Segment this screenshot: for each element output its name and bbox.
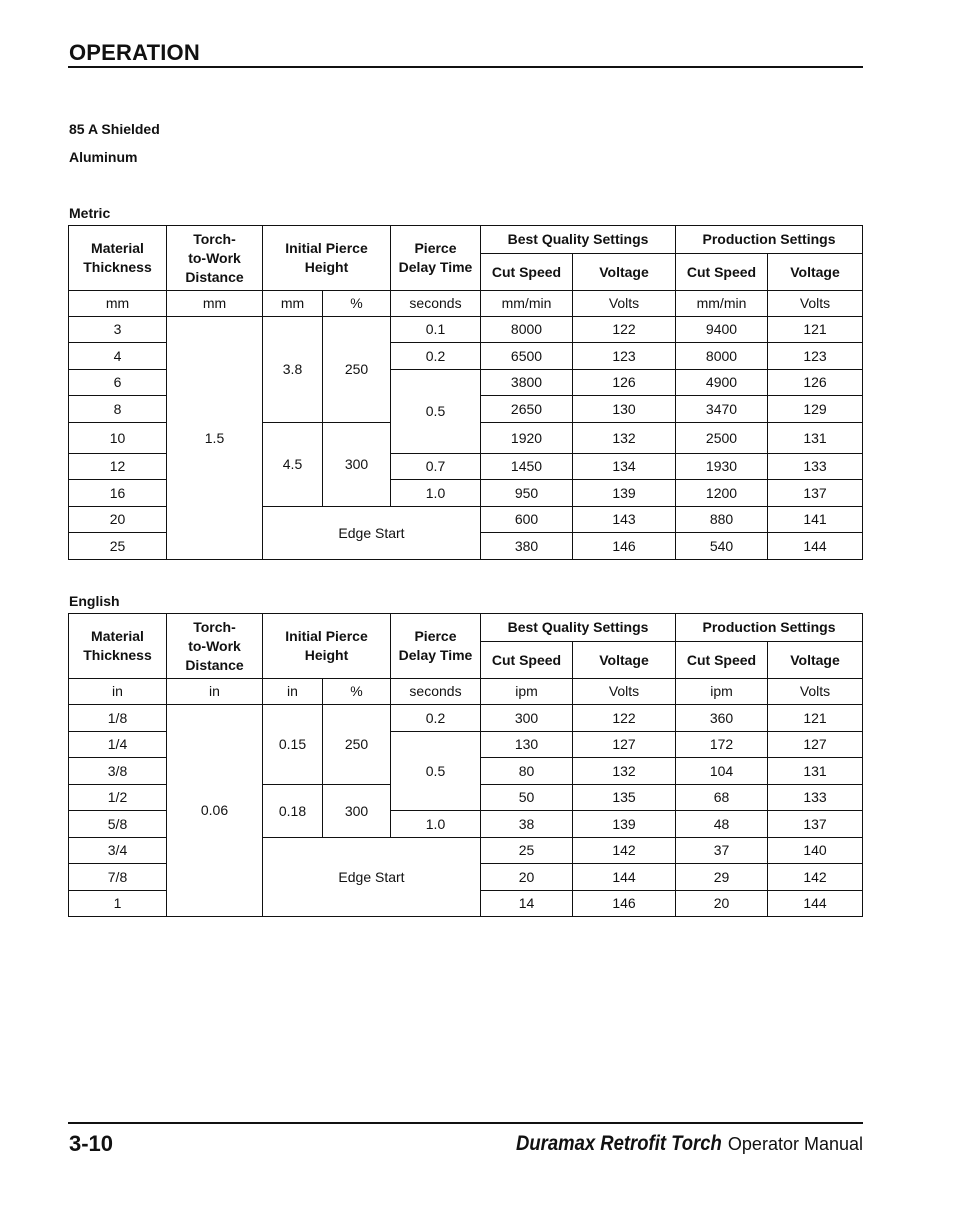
unit-cell: Volts — [768, 291, 863, 317]
thickness-cell: 3/8 — [69, 758, 167, 785]
unit-cell: seconds — [391, 291, 481, 317]
best-voltage-cell: 134 — [573, 454, 676, 480]
thickness-cell: 8 — [69, 396, 167, 423]
english-label: English — [69, 593, 120, 609]
torch-to-work-header — [167, 226, 263, 291]
torch-header-line-1: Torch- — [193, 230, 236, 247]
best-voltage-cell: 144 — [573, 864, 676, 891]
best-voltage-cell: 132 — [573, 423, 676, 454]
prod-voltage-cell: 126 — [768, 370, 863, 396]
best-voltage-cell: 123 — [573, 343, 676, 370]
unit-cell: mm — [167, 291, 263, 317]
prod-voltage-header: Voltage — [768, 642, 863, 679]
prod-speed-cell: 8000 — [676, 343, 768, 370]
best-voltage-cell: 127 — [573, 732, 676, 758]
torch-header-line-2: to-Work — [188, 637, 241, 654]
prod-cut-speed-header: Cut Speed — [676, 254, 768, 291]
pierce-height-cell: 4.5 — [263, 423, 323, 507]
torch-distance-cell: 0.06 — [167, 705, 263, 917]
prod-speed-cell: 360 — [676, 705, 768, 732]
prod-voltage-cell: 133 — [768, 785, 863, 811]
best-voltage-cell: 146 — [573, 533, 676, 560]
best-voltage-cell: 142 — [573, 838, 676, 864]
pierce-percent-cell: 250 — [323, 705, 391, 785]
torch-header-line-3: Distance — [185, 268, 244, 285]
thickness-cell: 1/2 — [69, 785, 167, 811]
unit-cell: in — [69, 679, 167, 705]
prod-speed-cell: 880 — [676, 507, 768, 533]
material-thickness-header: Material Thickness — [69, 226, 167, 291]
unit-cell: mm/min — [481, 291, 573, 317]
unit-cell: mm/min — [676, 291, 768, 317]
best-quality-header: Best Quality Settings — [481, 226, 676, 254]
pierce-percent-cell: 250 — [323, 317, 391, 423]
pierce-percent-cell: 300 — [323, 423, 391, 507]
unit-cell: mm — [69, 291, 167, 317]
initial-pierce-height-header: Initial Pierce Height — [263, 614, 391, 679]
unit-cell: Volts — [573, 291, 676, 317]
thickness-cell: 3/4 — [69, 838, 167, 864]
unit-cell: in — [263, 679, 323, 705]
best-speed-cell: 1920 — [481, 423, 573, 454]
thickness-cell: 5/8 — [69, 811, 167, 838]
prod-speed-cell: 3470 — [676, 396, 768, 423]
table-row — [69, 705, 863, 732]
delay-cell: 0.2 — [391, 705, 481, 732]
best-voltage-cell: 146 — [573, 891, 676, 917]
best-speed-cell: 50 — [481, 785, 573, 811]
prod-voltage-cell: 123 — [768, 343, 863, 370]
prod-speed-cell: 1930 — [676, 454, 768, 480]
unit-cell: Volts — [573, 679, 676, 705]
best-voltage-header: Voltage — [573, 254, 676, 291]
prod-voltage-cell: 121 — [768, 705, 863, 732]
product-name: Duramax Retrofit Torch — [515, 1132, 722, 1155]
header-rule — [68, 66, 863, 68]
metric-label: Metric — [69, 205, 111, 221]
best-speed-cell: 25 — [481, 838, 573, 864]
prod-voltage-cell: 144 — [768, 891, 863, 917]
best-voltage-cell: 132 — [573, 758, 676, 785]
unit-cell: ipm — [676, 679, 768, 705]
best-speed-cell: 950 — [481, 480, 573, 507]
english-cut-chart — [68, 613, 863, 917]
best-speed-cell: 380 — [481, 533, 573, 560]
prod-voltage-cell: 133 — [768, 454, 863, 480]
torch-distance-cell: 1.5 — [167, 317, 263, 560]
prod-speed-cell: 37 — [676, 838, 768, 864]
footer-title — [488, 1132, 863, 1156]
prod-speed-cell: 68 — [676, 785, 768, 811]
prod-speed-cell: 9400 — [676, 317, 768, 343]
production-header: Production Settings — [676, 226, 863, 254]
best-cut-speed-header: Cut Speed — [481, 254, 573, 291]
best-cut-speed-header: Cut Speed — [481, 642, 573, 679]
torch-header-line-2: to-Work — [188, 249, 241, 266]
thickness-cell: 25 — [69, 533, 167, 560]
best-speed-cell: 1450 — [481, 454, 573, 480]
prod-cut-speed-header: Cut Speed — [676, 642, 768, 679]
best-voltage-cell: 139 — [573, 811, 676, 838]
best-speed-cell: 38 — [481, 811, 573, 838]
prod-speed-cell: 29 — [676, 864, 768, 891]
delay-cell: 0.1 — [391, 317, 481, 343]
manual-label: Operator Manual — [727, 1134, 863, 1154]
process-current: 85 A Shielded — [69, 121, 160, 137]
unit-cell: % — [323, 291, 391, 317]
delay-cell: 0.2 — [391, 343, 481, 370]
thickness-cell: 1/8 — [69, 705, 167, 732]
best-voltage-cell: 122 — [573, 317, 676, 343]
metric-cut-chart — [68, 225, 863, 560]
page-number: 3-10 — [69, 1131, 114, 1156]
prod-voltage-cell: 121 — [768, 317, 863, 343]
thickness-cell: 3 — [69, 317, 167, 343]
prod-voltage-cell: 131 — [768, 758, 863, 785]
best-speed-cell: 6500 — [481, 343, 573, 370]
process-material: Aluminum — [69, 149, 138, 165]
unit-cell: % — [323, 679, 391, 705]
prod-voltage-cell: 140 — [768, 838, 863, 864]
torch-to-work-header — [167, 614, 263, 679]
torch-header-line-3: Distance — [185, 656, 244, 673]
prod-speed-cell: 2500 — [676, 423, 768, 454]
unit-cell: ipm — [481, 679, 573, 705]
pierce-height-cell: 0.15 — [263, 705, 323, 785]
unit-cell: Volts — [768, 679, 863, 705]
pierce-height-cell: 3.8 — [263, 317, 323, 423]
prod-speed-cell: 48 — [676, 811, 768, 838]
best-speed-cell: 600 — [481, 507, 573, 533]
unit-cell: mm — [263, 291, 323, 317]
best-voltage-cell: 139 — [573, 480, 676, 507]
thickness-cell: 4 — [69, 343, 167, 370]
production-header: Production Settings — [676, 614, 863, 642]
delay-cell: 0.7 — [391, 454, 481, 480]
prod-voltage-cell: 131 — [768, 423, 863, 454]
prod-speed-cell: 104 — [676, 758, 768, 785]
best-speed-cell: 3800 — [481, 370, 573, 396]
prod-voltage-cell: 142 — [768, 864, 863, 891]
best-voltage-cell: 135 — [573, 785, 676, 811]
best-speed-cell: 14 — [481, 891, 573, 917]
best-voltage-cell: 126 — [573, 370, 676, 396]
pierce-percent-cell: 300 — [323, 785, 391, 838]
edge-start-cell: Edge Start — [263, 838, 481, 917]
prod-speed-cell: 4900 — [676, 370, 768, 396]
best-voltage-cell: 122 — [573, 705, 676, 732]
initial-pierce-height-header: Initial Pierce Height — [263, 226, 391, 291]
best-speed-cell: 80 — [481, 758, 573, 785]
thickness-cell: 1/4 — [69, 732, 167, 758]
torch-header-line-1: Torch- — [193, 618, 236, 635]
delay-cell: 1.0 — [391, 480, 481, 507]
unit-cell: seconds — [391, 679, 481, 705]
prod-speed-cell: 1200 — [676, 480, 768, 507]
best-voltage-cell: 130 — [573, 396, 676, 423]
pierce-delay-header: Pierce Delay Time — [391, 226, 481, 291]
thickness-cell: 1 — [69, 891, 167, 917]
thickness-cell: 7/8 — [69, 864, 167, 891]
best-voltage-cell: 143 — [573, 507, 676, 533]
prod-voltage-header: Voltage — [768, 254, 863, 291]
prod-voltage-cell: 137 — [768, 811, 863, 838]
best-quality-header: Best Quality Settings — [481, 614, 676, 642]
footer-rule — [68, 1122, 863, 1124]
table-row — [69, 317, 863, 343]
thickness-cell: 12 — [69, 454, 167, 480]
thickness-cell: 10 — [69, 423, 167, 454]
pierce-delay-header: Pierce Delay Time — [391, 614, 481, 679]
prod-speed-cell: 20 — [676, 891, 768, 917]
delay-cell: 1.0 — [391, 811, 481, 838]
best-speed-cell: 8000 — [481, 317, 573, 343]
material-thickness-header: Material Thickness — [69, 614, 167, 679]
page-title: OPERATION — [69, 40, 200, 65]
delay-cell: 0.5 — [391, 732, 481, 811]
prod-speed-cell: 540 — [676, 533, 768, 560]
best-voltage-header: Voltage — [573, 642, 676, 679]
pierce-height-cell: 0.18 — [263, 785, 323, 838]
prod-voltage-cell: 127 — [768, 732, 863, 758]
thickness-cell: 20 — [69, 507, 167, 533]
prod-voltage-cell: 144 — [768, 533, 863, 560]
unit-cell: in — [167, 679, 263, 705]
edge-start-cell: Edge Start — [263, 507, 481, 560]
best-speed-cell: 130 — [481, 732, 573, 758]
thickness-cell: 16 — [69, 480, 167, 507]
prod-voltage-cell: 141 — [768, 507, 863, 533]
thickness-cell: 6 — [69, 370, 167, 396]
best-speed-cell: 20 — [481, 864, 573, 891]
best-speed-cell: 300 — [481, 705, 573, 732]
best-speed-cell: 2650 — [481, 396, 573, 423]
prod-voltage-cell: 129 — [768, 396, 863, 423]
delay-cell: 0.5 — [391, 370, 481, 454]
prod-speed-cell: 172 — [676, 732, 768, 758]
prod-voltage-cell: 137 — [768, 480, 863, 507]
